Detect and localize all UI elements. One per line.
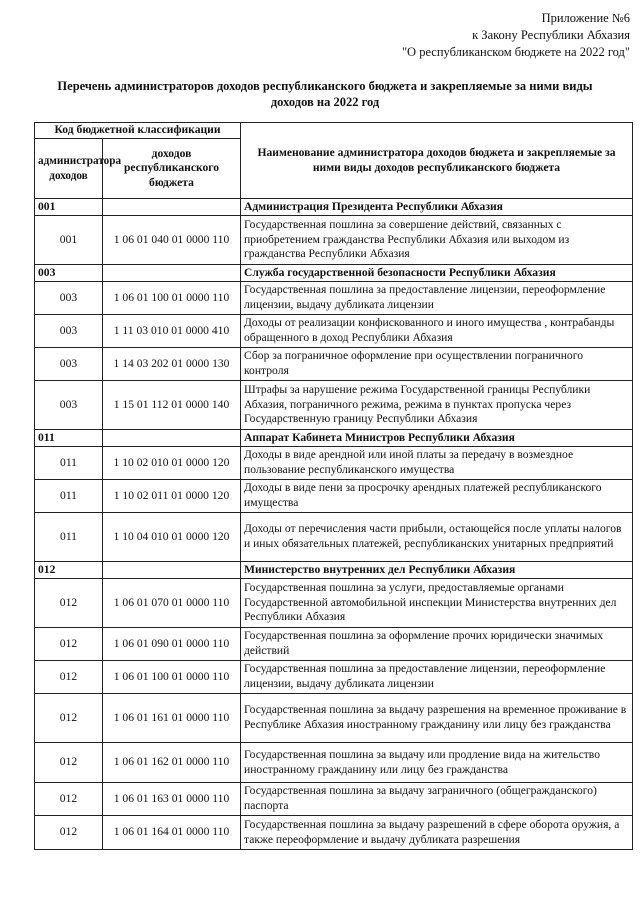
cell-admin-code: 012 [35, 816, 103, 850]
table-row [35, 743, 633, 783]
cell-admin-code: 003 [35, 348, 103, 381]
revenue-administrators-table [34, 122, 633, 850]
cell-admin-code: 003 [35, 315, 103, 348]
cell-admin-code: 012 [35, 694, 103, 743]
cell-revenue-code: 1 06 01 162 01 0000 110 [103, 743, 241, 783]
cell-admin-code: 012 [35, 628, 103, 661]
table-row [35, 348, 633, 381]
table-group-row [35, 199, 633, 216]
header-revenue-code: доходов республиканского бюджета [103, 139, 241, 199]
table-row [35, 447, 633, 480]
cell-revenue-code: 1 10 02 010 01 0000 120 [103, 447, 241, 480]
cell-admin-code: 011 [35, 447, 103, 480]
cell-revenue-code: 1 06 01 163 01 0000 110 [103, 783, 241, 816]
cell-revenue-name: Аппарат Кабинета Министров Республики Абхазия [241, 430, 633, 447]
cell-admin-code: 003 [35, 381, 103, 430]
table-row [35, 783, 633, 816]
cell-revenue-name: Государственная пошлина за оформление прочих юридически значимых действий [241, 628, 633, 661]
cell-revenue-code [103, 430, 241, 447]
cell-revenue-name: Доходы в виде пени за просрочку арендных платежей республиканского имущества [241, 480, 633, 513]
cell-admin-code: 012 [35, 562, 103, 579]
cell-admin-code: 012 [35, 661, 103, 694]
cell-revenue-code: 1 06 01 161 01 0000 110 [103, 694, 241, 743]
cell-admin-code: 001 [35, 216, 103, 265]
cell-revenue-code: 1 06 01 164 01 0000 110 [103, 816, 241, 850]
cell-admin-code: 011 [35, 430, 103, 447]
cell-revenue-name: Государственная пошлина за предоставление лицензии, переоформление лицензии, выдачу дубликата лицензии [241, 661, 633, 694]
cell-revenue-code: 1 06 01 040 01 0000 110 [103, 216, 241, 265]
cell-admin-code: 012 [35, 783, 103, 816]
table-row [35, 816, 633, 850]
table-row [35, 315, 633, 348]
cell-admin-code: 003 [35, 265, 103, 282]
appendix-line-3: "О республиканском бюджете на 2022 год" [401, 45, 630, 59]
cell-revenue-name: Государственная пошлина за предоставление лицензии, переоформление лицензии, выдачу дубликата лицензии [241, 282, 633, 315]
appendix-line-1: Приложение №6 [541, 11, 630, 25]
cell-revenue-code: 1 15 01 112 01 0000 140 [103, 381, 241, 430]
cell-revenue-name: Государственная пошлина за совершение действий, связанных с приобретением гражданства Республики Абхазия или выходом из гражданства Республики Абхазия [241, 216, 633, 265]
cell-revenue-code [103, 562, 241, 579]
cell-revenue-name: Министерство внутренних дел Республики Абхазия [241, 562, 633, 579]
document-title: Перечень администраторов доходов республиканского бюджета и закрепляемые за ними виды доходов на 2022 год [57, 79, 593, 109]
cell-revenue-code: 1 06 01 090 01 0000 110 [103, 628, 241, 661]
table-row [35, 661, 633, 694]
cell-revenue-code: 1 06 01 070 01 0000 110 [103, 579, 241, 628]
cell-admin-code: 001 [35, 199, 103, 216]
cell-revenue-name: Сбор за пограничное оформление при осуществлении пограничного контроля [241, 348, 633, 381]
table-row [35, 579, 633, 628]
cell-admin-code: 003 [35, 282, 103, 315]
table-group-row [35, 562, 633, 579]
cell-revenue-code: 1 14 03 202 01 0000 130 [103, 348, 241, 381]
cell-admin-code: 012 [35, 579, 103, 628]
cell-revenue-name: Администрация Президента Республики Абхазия [241, 199, 633, 216]
table-row [35, 381, 633, 430]
cell-revenue-name: Штрафы за нарушение режима Государственной границы Республики Абхазия, пограничного режима, режима в пунктах пропуска через Государственную границу Республики Абхазия [241, 381, 633, 430]
header-administrator-name: Наименование администратора доходов бюджета и закрепляемые за ними виды доходов республиканского бюджета [241, 123, 633, 199]
cell-admin-code: 011 [35, 480, 103, 513]
table-row [35, 628, 633, 661]
table-group-row [35, 430, 633, 447]
header-admin-code: администратора доходов [35, 139, 103, 199]
table-row [35, 513, 633, 562]
table-row [35, 694, 633, 743]
appendix-line-2: к Закону Республики Абхазия [472, 28, 630, 42]
table-body [35, 199, 633, 850]
cell-revenue-code: 1 10 04 010 01 0000 120 [103, 513, 241, 562]
cell-revenue-name: Служба государственной безопасности Республики Абхазия [241, 265, 633, 282]
cell-revenue-name: Доходы от перечисления части прибыли, остающейся после уплаты налогов и иных обязательных платежей, республиканских унитарных предприятий [241, 513, 633, 562]
cell-revenue-code: 1 10 02 011 01 0000 120 [103, 480, 241, 513]
table-row [35, 480, 633, 513]
cell-revenue-name: Государственная пошлина за услуги, предоставляемые органами Государственной автомобильной инспекции Министерства внутренних дел Республики Абхазия [241, 579, 633, 628]
cell-revenue-code [103, 199, 241, 216]
cell-admin-code: 011 [35, 513, 103, 562]
cell-revenue-name: Государственная пошлина за выдачу или продление вида на жительство иностранному гражданину или лицу без гражданства [241, 743, 633, 783]
table-group-row [35, 265, 633, 282]
cell-revenue-name: Доходы в виде арендной или иной платы за передачу в возмездное пользование республиканского имущества [241, 447, 633, 480]
cell-admin-code: 012 [35, 743, 103, 783]
cell-revenue-name: Государственная пошлина за выдачу разрешения на временное проживание в Республике Абхазия иностранному гражданину или лицу без гражданства [241, 694, 633, 743]
cell-revenue-code: 1 06 01 100 01 0000 110 [103, 661, 241, 694]
cell-revenue-code: 1 11 03 010 01 0000 410 [103, 315, 241, 348]
cell-revenue-name: Государственная пошлина за выдачу заграничного (общегражданского) паспорта [241, 783, 633, 816]
cell-revenue-name: Государственная пошлина за выдачу разрешений в сфере оборота оружия, а также переоформление и выдачу дубликата разрешения [241, 816, 633, 850]
cell-revenue-code [103, 265, 241, 282]
table-row [35, 282, 633, 315]
table-row [35, 216, 633, 265]
appendix-block [402, 10, 630, 61]
cell-revenue-name: Доходы от реализации конфискованного и иного имущества , контрабанды обращенного в доход Республики Абхазия [241, 315, 633, 348]
header-budget-classification-code: Код бюджетной классификации [35, 123, 241, 139]
cell-revenue-code: 1 06 01 100 01 0000 110 [103, 282, 241, 315]
